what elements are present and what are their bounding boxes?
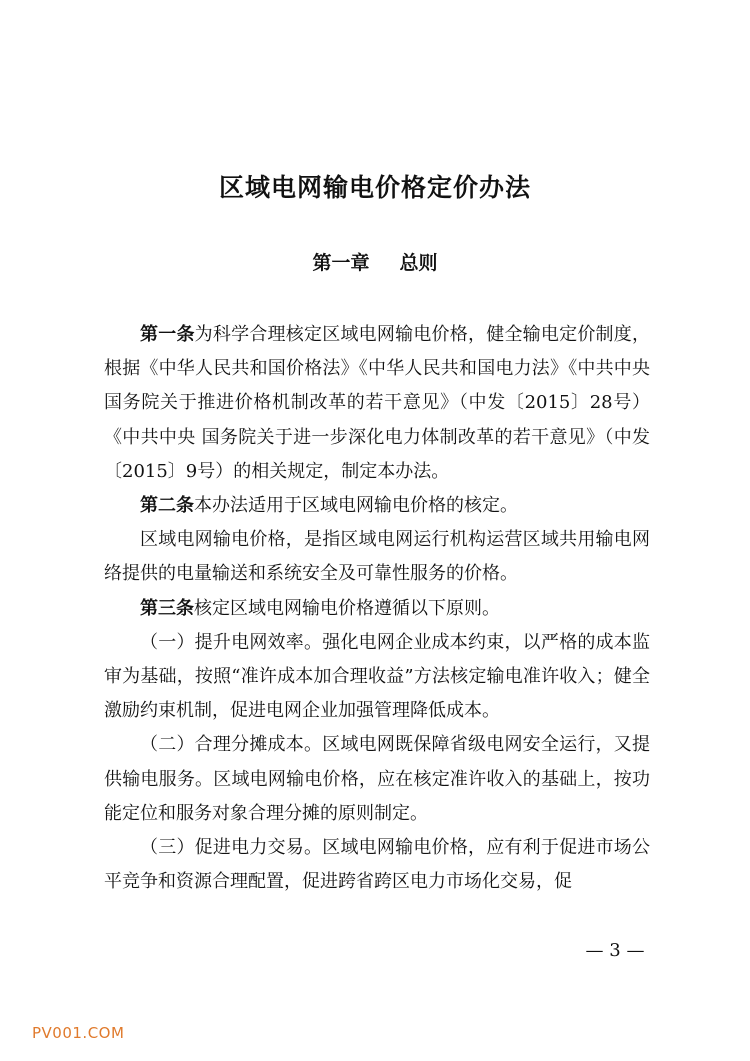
article-label: 第二条 — [140, 495, 194, 517]
principle-1-paragraph — [104, 626, 650, 729]
article-2-paragraph — [104, 489, 650, 523]
article-2-definition-paragraph — [104, 523, 650, 591]
chapter-name: 总则 — [399, 252, 438, 274]
paragraph-text: 区域电网输电价格，是指区域电网运行机构运营区域共用输电网络提供的电量输送和系统安全及可靠性服务的价格。 — [104, 529, 650, 585]
article-1-paragraph — [104, 318, 650, 489]
watermark: PV001.COM — [32, 1024, 125, 1042]
document-title: 区域电网输电价格定价办法 — [218, 173, 531, 202]
paragraph-text: （二）合理分摊成本。区域电网既保障省级电网安全运行，又提供输电服务。区域电网输电价格，应在核定准许收入的基础上，按功能定位和服务对象合理分摊的原则制定。 — [104, 734, 650, 824]
chapter-heading — [0, 248, 750, 275]
chapter-number: 第一章 — [312, 252, 370, 274]
paragraph-text: 核定区域电网输电价格遵循以下原则。 — [194, 597, 500, 619]
principle-2-paragraph — [104, 728, 650, 831]
paragraph-text: 为科学合理核定区域电网输电价格，健全输电定价制度，根据《中华人民共和国价格法》《中华人民共和国电力法》《中共中央 国务院关于推进价格机制改革的若干意见》（中发〔2015〕28号）《中共中央 国务院关于进一步深化电力体制改革的若干意见》（中发〔2015〕9号）的相关规定，制定本办法。 — [104, 324, 651, 482]
page-number: — 3 — — [585, 940, 645, 961]
article-label: 第一条 — [140, 324, 195, 345]
paragraph-text: （三）促进电力交易。区域电网输电价格，应有利于促进市场公平竞争和资源合理配置，促进跨省跨区电力市场化交易，促 — [104, 837, 650, 893]
article-label: 第三条 — [140, 597, 194, 619]
body-text — [104, 318, 650, 899]
principle-3-paragraph — [104, 831, 650, 899]
paragraph-text: （一）提升电网效率。强化电网企业成本约束，以严格的成本监审为基础，按照“准许成本加合理收益”方法核定输电准许收入；健全激励约束机制，促进电网企业加强管理降低成本。 — [104, 631, 650, 722]
article-3-paragraph — [104, 592, 650, 626]
paragraph-text: 本办法适用于区域电网输电价格的核定。 — [194, 495, 518, 517]
